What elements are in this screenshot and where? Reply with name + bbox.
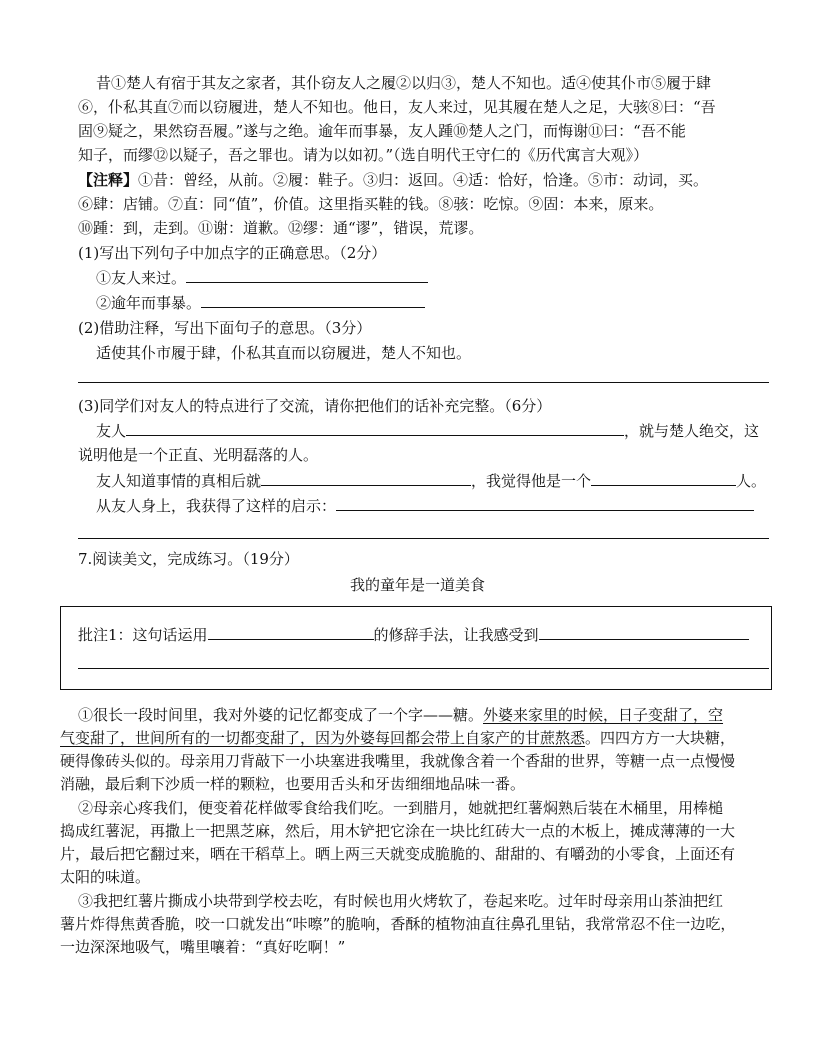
essay-line: 片，最后把它翻过来，晒在干稻草上。晒上两三天就变成脆脆的、甜甜的、有嚼劲的小零食，上面还有: [60, 845, 736, 863]
answer-blank[interactable]: [591, 470, 736, 486]
essay-line: 太阳的味道。: [60, 868, 151, 886]
question-3-line: 说明他是一个正直、光明磊落的人。: [78, 446, 319, 464]
annotation-text: 的修辞手法，让我感受到: [373, 626, 539, 644]
essay-line: 捣成红薯泥，再撒上一把黑芝麻，然后，用木铲把它涂在一块比红砖大一点的木板上，摊成薄薄的一大: [60, 822, 736, 840]
answer-line[interactable]: [78, 538, 769, 539]
underlined-sentence: 外婆来家里的时候，日子变甜了，空: [483, 706, 724, 724]
question-1-prompt: (1)写出下列句子中加点字的正确意思。（2分）: [78, 244, 387, 262]
notes-tag: 【注释】: [78, 171, 139, 189]
essay-text: 。四四方方一大块糖，: [585, 729, 736, 747]
question-1-item: [96, 292, 425, 314]
question-1-item-text: ②逾年而事暴。: [96, 294, 202, 312]
answer-blank[interactable]: [186, 267, 428, 283]
essay-line: ②母亲心疼我们，便变着花样做零食给我们吃。一到腊月，她就把红薯焖熟后装在木桶里，用棒槌: [78, 799, 724, 817]
answer-blank[interactable]: [126, 420, 624, 436]
annotation-text: 批注1：这句话运用: [78, 626, 208, 644]
question-2-prompt: (2)借助注释，写出下面句子的意思。（3分）: [78, 319, 372, 337]
answer-blank[interactable]: [261, 470, 471, 486]
passage-line: 固⑨疑之，果然窃吾履。”遂与之绝。逾年而事暴，友人踵⑩楚人之门，而悔谢⑪曰：“吾不能: [78, 122, 686, 140]
question-3-line: [96, 420, 759, 442]
annotation-box: [60, 606, 772, 690]
question-1-item-text: ①友人来过。: [96, 269, 187, 287]
question-2-sentence: 适使其仆市履于肆，仆私其直而以窃履进，楚人不知也。: [96, 344, 472, 362]
question-3-line: [96, 495, 754, 517]
essay-title: 我的童年是一道美食: [350, 576, 486, 594]
question-3-text: 人。: [736, 472, 767, 490]
essay-line: [60, 727, 735, 749]
essay-line: [78, 704, 723, 726]
passage-line: 昔①楚人有宿于其友之家者，其仆窃友人之履②以归③，楚人不知也。适④使其仆市⑤履于肆: [96, 74, 712, 92]
question-3-line: [96, 470, 766, 492]
question-3-prompt: (3)同学们对友人的特点进行了交流，请你把他们的话补充完整。（6分）: [78, 397, 552, 415]
question-3-text: ，就与楚人绝交，这: [624, 422, 760, 440]
question-3-text: ，我觉得他是一个: [471, 472, 592, 490]
notes-line: ⑥肆：店铺。⑦直：同“值”，价值。这里指买鞋的钱。⑧骇：吃惊。⑨固：本来，原来。: [78, 195, 664, 213]
answer-line[interactable]: [78, 382, 769, 383]
essay-line: ③我把红薯片撕成小块带到学校去吃，有时候也用火烤软了，卷起来吃。过年时母亲用山茶油把红: [78, 892, 724, 910]
underlined-sentence: 气变甜了，世间所有的一切都变甜了，因为外婆每回都会带上自家产的甘蔗熬悉: [60, 729, 586, 747]
question-3-text: 从友人身上，我获得了这样的启示：: [96, 497, 337, 515]
question-3-text: 友人知道事情的真相后就: [96, 472, 262, 490]
answer-blank[interactable]: [336, 495, 754, 511]
essay-line: 消融，最后剩下沙质一样的颗粒，也要用舌头和牙齿细细地品味一番。: [60, 775, 526, 793]
question-7-prompt: 7.阅读美文，完成练习。（19分）: [78, 550, 299, 568]
answer-blank[interactable]: [539, 624, 749, 640]
essay-line: 薯片炸得焦黄香脆，咬一口就发出“咔嚓”的脆响，香酥的植物油直往鼻孔里钻，我常常忍不住一边吃，: [60, 915, 736, 933]
essay-line: 硬得像砖头似的。母亲用刀背敲下一小块塞进我嘴里，我就像含着一个香甜的世界，等糖一点一点慢慢: [60, 752, 736, 770]
question-1-item: [96, 267, 428, 289]
notes-line: ⑩踵：到，走到。⑪谢：道歉。⑫缪：通“谬”，错误，荒谬。: [78, 219, 484, 237]
answer-line[interactable]: [78, 668, 769, 669]
answer-blank[interactable]: [201, 292, 425, 308]
passage-line: ⑥，仆私其直⑦而以窃履进，楚人不知也。他日，友人来过，见其履在楚人之足，大骇⑧曰：“吾: [78, 98, 716, 116]
question-3-text: 友人: [96, 422, 127, 440]
annotation-line: [78, 624, 749, 646]
essay-text: ①很长一段时间里，我对外婆的记忆都变成了一个字——糖。: [78, 706, 484, 724]
passage-line: 知子，而缪⑫以疑子，吾之罪也。请为以如初。”（选自明代王守仁的《历代寓言大观》）: [78, 146, 649, 164]
notes-line: [78, 169, 708, 191]
essay-line: 一边深深地吸气，嘴里嚷着：“真好吃啊！”: [60, 938, 346, 956]
answer-blank[interactable]: [208, 624, 374, 640]
notes-text: ①昔：曾经，从前。②履：鞋子。③归：返回。④适：恰好，恰逢。⑤市：动词，买。: [138, 171, 709, 189]
